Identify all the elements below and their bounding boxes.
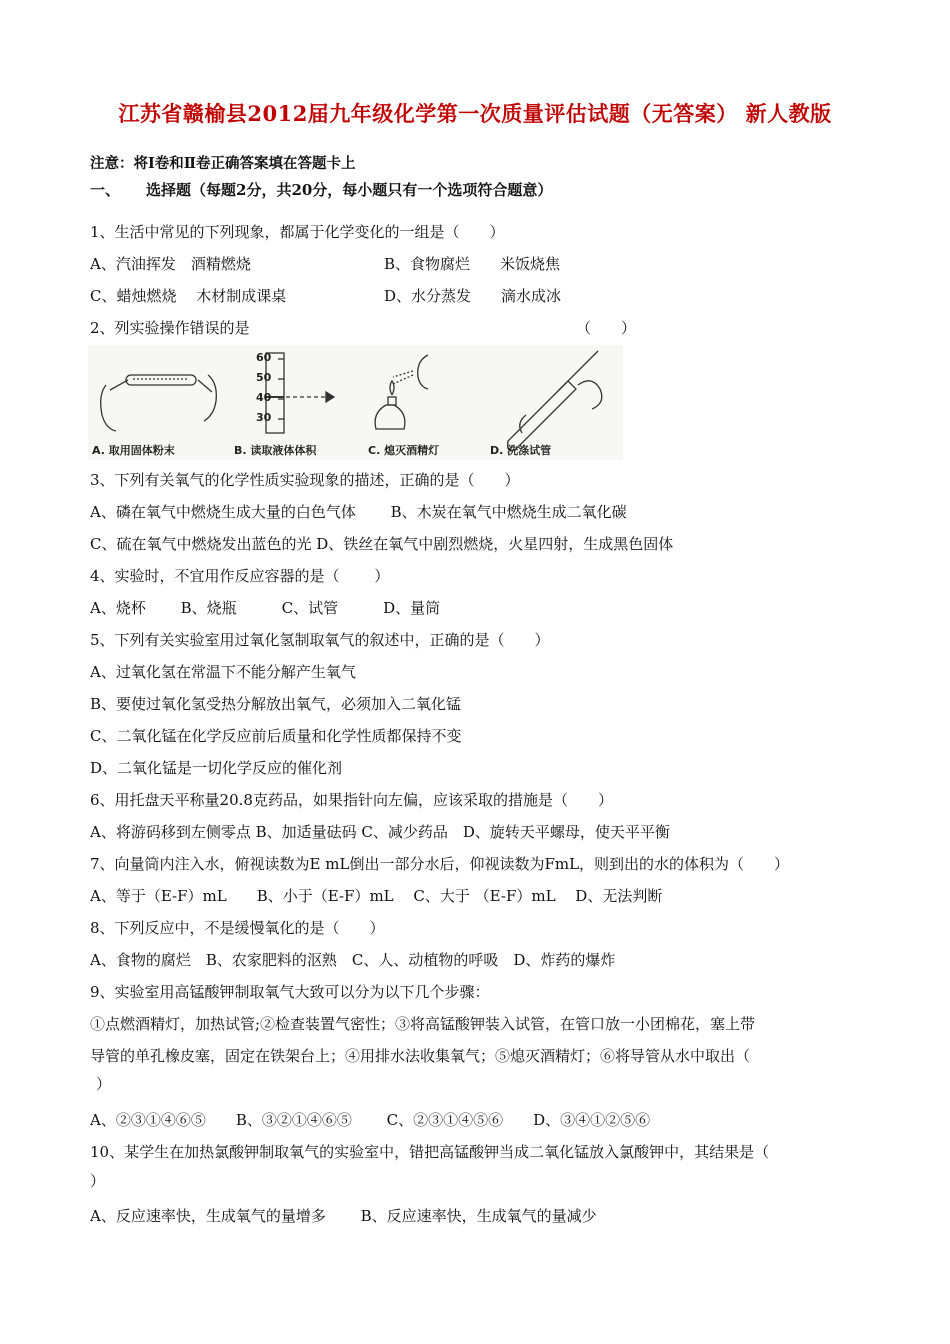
q10-stem-line1: 10、某学生在加热氯酸钾制取氧气的实验室中，错把高锰酸钾当成二氧化锰放入氯酸钾中，其结果是（: [90, 1143, 770, 1161]
q5-stem: 5、下列有关实验室用过氧化氢制取氧气的叙述中，正确的是（ ）: [90, 631, 550, 649]
figure-label-c: C. 熄灭酒精灯: [368, 444, 440, 457]
q7-stem: 7、向量筒内注入水，俯视读数为E mL倒出一部分水后，仰视读数为FmL，则到出的水的体积为（ ）: [90, 855, 790, 873]
q1-stem: 1、生活中常见的下列现象，都属于化学变化的一组是（ ）: [90, 223, 505, 241]
q5-option-c: C、二氧化锰在化学反应前后质量和化学性质都保持不变: [90, 727, 462, 745]
q10-stem-line2: ）: [90, 1172, 106, 1190]
q1-option-c: C、蜡烛燃烧 木材制成课桌: [90, 287, 287, 305]
q2-paren: （ ）: [576, 319, 637, 337]
q2-figure: [88, 345, 623, 460]
figure-label-a: A. 取用固体粉末: [92, 444, 175, 457]
q7-options: A、等于（E-F）mL B、小于（E-F）mL C、大于 （E-F）mL D、无法判断: [90, 887, 663, 905]
q9-options: A、②③①④⑥⑤ B、③②①④⑥⑤ C、②③①④⑤⑥ D、③④①②⑤⑥: [90, 1111, 651, 1129]
q3-options-cd: C、硫在氧气中燃烧发出蓝色的光 D、铁丝在氧气中剧烈燃烧，火星四射，生成黑色固体: [90, 535, 674, 553]
section-number: 一、: [90, 181, 121, 199]
q3-stem: 3、下列有关氧气的化学性质实验现象的描述，正确的是（ ）: [90, 471, 520, 489]
q4-stem: 4、实验时，不宜用作反应容器的是（ ）: [90, 567, 390, 585]
q8-options: A、食物的腐烂 B、农家肥料的沤熟 C、人、动植物的呼吸 D、炸药的爆炸: [90, 951, 616, 969]
q1-option-b: B、食物腐烂 米饭烧焦: [384, 255, 561, 273]
figure-background: [88, 345, 623, 460]
q5-option-b: B、要使过氧化氢受热分解放出氧气，必须加入二氧化锰: [90, 695, 462, 713]
q9-stem: 9、实验室用高锰酸钾制取氧气大致可以分为以下几个步骤：: [90, 983, 490, 1001]
q9-steps-line1: ①点燃酒精灯，加热试管;②检查装置气密性；③将高锰酸钾装入试管，在管口放一小团棉花，塞上带: [90, 1015, 756, 1033]
instruction-note: 注意：将Ⅰ卷和Ⅱ卷正确答案填在答题卡上: [90, 155, 356, 172]
cylinder-tick-50: 50: [256, 371, 272, 384]
cylinder-tick-30: 30: [256, 411, 272, 424]
section-heading: [90, 179, 552, 200]
q3-options-ab: A、磷在氧气中燃烧生成大量的白色气体 B、木炭在氧气中燃烧生成二氧化碳: [90, 503, 627, 521]
figure-label-b: B. 读取液体体积: [234, 444, 317, 457]
q9-steps-line2: 导管的单孔橡皮塞，固定在铁架台上；④用排水法收集氧气；⑤熄灭酒精灯；⑥将导管从水中取出（: [90, 1047, 751, 1065]
cylinder-tick-60: 60: [256, 351, 272, 364]
figure-label-d: D. 洗涤试管: [490, 444, 552, 457]
section-text: 选择题（每题2分，共20分，每小题只有一个选项符合题意）: [146, 181, 553, 199]
q10-options: A、反应速率快，生成氧气的量增多 B、反应速率快，生成氧气的量减少: [90, 1207, 597, 1225]
q9-steps-line3: ）: [96, 1075, 112, 1093]
q5-option-a: A、过氧化氢在常温下不能分解产生氧气: [90, 663, 356, 681]
q1-option-d: D、水分蒸发 滴水成冰: [384, 287, 562, 305]
q4-options: A、烧杯 B、烧瓶 C、试管 D、量筒: [90, 599, 441, 617]
page-title: 江苏省赣榆县2012届九年级化学第一次质量评估试题（无答案） 新人教版: [118, 101, 832, 126]
cylinder-tick-40: 40: [256, 391, 272, 404]
q5-option-d: D、二氧化锰是一切化学反应的催化剂: [90, 759, 343, 777]
q1-option-a: A、汽油挥发 酒精燃烧: [90, 255, 251, 273]
q6-stem: 6、用托盘天平称量20.8克药品，如果指针向左偏，应该采取的措施是（ ）: [90, 791, 613, 809]
q8-stem: 8、下列反应中，不是缓慢氧化的是（ ）: [90, 919, 385, 937]
q6-options: A、将游码移到左侧零点 B、加适量砝码 C、减少药品 D、旋转天平螺母，使天平平衡: [90, 823, 670, 841]
q2-stem: 2、列实验操作错误的是: [90, 319, 250, 337]
